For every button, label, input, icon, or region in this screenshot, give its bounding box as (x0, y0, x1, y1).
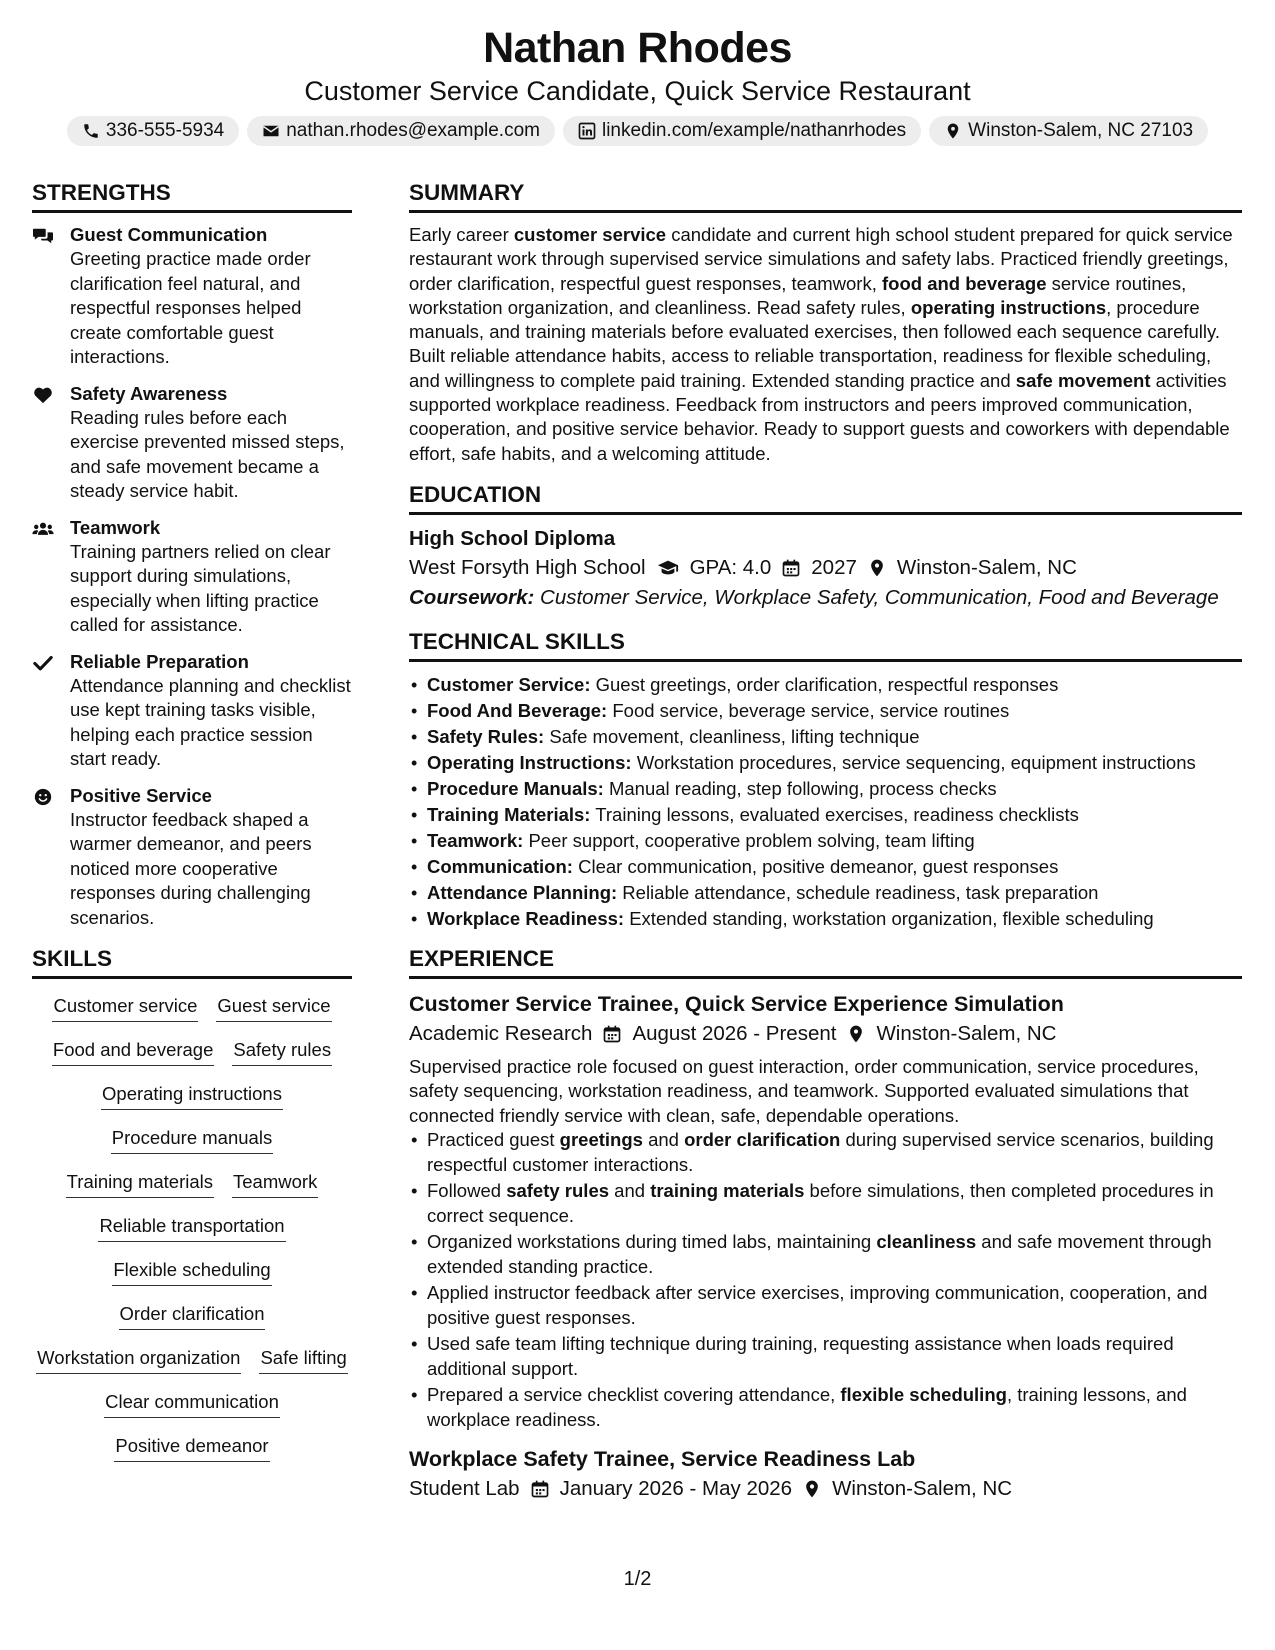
job-org: Student Lab (409, 1477, 520, 1501)
location-pin-icon (846, 1024, 866, 1044)
page-number: 1/2 (623, 1568, 652, 1590)
text-run: , procedure manuals, and training materials before evaluated exercises, then followed each sequence carefully. Built reliable attendance habits, access to reliable transportation, readiness for flexible scheduling, and willingness to complete paid training. Extended standing practice and (409, 296, 1221, 391)
technical-skill-item (409, 776, 1242, 802)
job-bullets (409, 1128, 1242, 1432)
technical-skill-value: Food service, beverage service, service routines (612, 699, 1010, 721)
calendar-icon (530, 1479, 550, 1499)
skill-tag: Operating instructions (101, 1081, 283, 1110)
job-title: Workplace Safety Trainee, Service Readiness Lab (409, 1447, 916, 1472)
technical-skill-item (409, 750, 1242, 776)
smiley-icon (32, 787, 54, 807)
contact-linkedin[interactable] (563, 116, 921, 146)
skill-tag: Procedure manuals (111, 1125, 273, 1154)
skill-tag: Food and beverage (52, 1037, 214, 1066)
contact-email[interactable] (247, 116, 555, 146)
technical-skill-item (409, 802, 1242, 828)
strength-desc: Instructor feedback shaped a warmer demeanor, and peers noticed more cooperative responses during challenging scenarios. (70, 808, 312, 928)
text-run: Prepared a service checklist covering attendance, (427, 1384, 841, 1406)
strength-title: Reliable Preparation (70, 650, 249, 672)
technical-skill-label: Procedure Manuals: (427, 777, 604, 799)
coursework-list: Customer Service, Workplace Safety, Communication, Food and Beverage (540, 585, 1219, 609)
contact-email-text: nathan.rhodes@example.com (286, 120, 540, 141)
strength-item (32, 382, 352, 504)
strength-desc: Greeting practice made order clarification feel natural, and respectful responses helped create comfortable guest interactions. (70, 248, 311, 367)
technical-skill-value: Training lessons, evaluated exercises, readiness checklists (595, 803, 1079, 825)
bold-keyword: customer service (513, 224, 667, 245)
text-run: and safe movement through extended standing practice. (427, 1231, 1212, 1277)
resume-header (0, 22, 1275, 146)
skill-tag: Flexible scheduling (112, 1257, 271, 1286)
bold-keyword: greetings (559, 1129, 643, 1151)
strength-item (32, 784, 352, 931)
strength-desc: Training partners relied on clear support during simulations, especially when lifting practice called for assistance. (70, 540, 331, 635)
strength-title: Teamwork (70, 516, 161, 538)
text-run: Practiced guest (427, 1129, 560, 1151)
contact-location (929, 116, 1208, 146)
education-heading: EDUCATION (409, 480, 1242, 515)
technical-skill-item (409, 828, 1242, 854)
location-pin-icon (867, 558, 887, 578)
skill-tag: Teamwork (232, 1169, 318, 1198)
technical-skill-label: Safety Rules: (427, 725, 545, 747)
job-title: Customer Service Trainee, Quick Service Experience Simulation (409, 991, 1064, 1016)
contact-phone[interactable] (67, 116, 239, 146)
envelope-icon (262, 122, 280, 140)
checkmark-icon (32, 653, 54, 673)
technical-skill-label: Workplace Readiness: (427, 907, 625, 929)
contact-linkedin-text: linkedin.com/example/nathanrhodes (601, 120, 907, 141)
job-meta (409, 1019, 1242, 1049)
text-run: Applied instructor feedback after service exercises, improving communication, cooperation, and positive guest responses. (427, 1282, 1208, 1328)
skill-tag: Positive demeanor (114, 1433, 269, 1462)
location-pin-icon (944, 122, 962, 140)
candidate-name: Nathan Rhodes (483, 24, 792, 72)
coursework-line (409, 583, 1242, 613)
experience-heading: EXPERIENCE (409, 944, 1242, 979)
location-pin-icon (802, 1479, 822, 1499)
technical-skill-value: Reliable attendance, schedule readiness, task preparation (622, 881, 1099, 903)
strength-title: Guest Communication (70, 224, 268, 245)
degree-title: High School Diploma (409, 526, 616, 550)
graduation-year: 2027 (811, 555, 857, 579)
text-run: and (642, 1129, 685, 1151)
technical-skill-label: Training Materials: (427, 803, 591, 825)
job-org: Academic Research (409, 1021, 593, 1045)
skill-tag: Clear communication (104, 1389, 280, 1418)
heart-icon (32, 385, 54, 405)
technical-skill-label: Operating Instructions: (427, 751, 632, 773)
text-run: candidate and current high school student prepared for quick service restaurant work through supervised service simulations and safety labs. Practiced friendly greetings, order clarification, respectful guest responses, teamwork, (409, 224, 1233, 294)
skill-tag: Safe lifting (259, 1345, 347, 1374)
job-location: Winston-Salem, NC (876, 1021, 1057, 1045)
left-column (32, 178, 352, 1477)
technical-skill-value: Clear communication, positive demeanor, guest responses (578, 855, 1059, 877)
technical-skill-label: Teamwork: (427, 829, 524, 851)
technical-skill-value: Peer support, cooperative problem solving, team lifting (528, 829, 975, 851)
job-dates: August 2026 - Present (632, 1021, 837, 1045)
technical-skill-item (409, 854, 1242, 880)
job-bullet (409, 1281, 1242, 1330)
technical-skill-label: Food And Beverage: (427, 699, 608, 721)
bold-keyword: safe movement (1015, 369, 1151, 391)
job-bullet (409, 1383, 1242, 1432)
technical-skill-item (409, 906, 1242, 932)
strengths-heading: STRENGTHS (32, 178, 352, 213)
contact-location-text: Winston-Salem, NC 27103 (968, 120, 1194, 141)
bold-keyword: operating instructions (910, 296, 1107, 318)
strength-item (32, 223, 352, 370)
job-dates: January 2026 - May 2026 (559, 1477, 793, 1501)
technical-skill-item (409, 698, 1242, 724)
bold-keyword: safety rules (506, 1180, 610, 1202)
right-column (409, 178, 1242, 1504)
text-run: Followed (427, 1180, 507, 1202)
linkedin-icon (578, 122, 596, 140)
education-meta (409, 553, 1242, 583)
text-run: activities supported workplace readiness. Feedback from instructors and peers improved communication, cooperation, and positive service behavior. Ready to support guests and coworkers with dependable effort, safe habits, and a welcoming attitude. (409, 369, 1230, 464)
technical-skill-item (409, 880, 1242, 906)
skill-tag: Training materials (66, 1169, 214, 1198)
bold-keyword: food and beverage (882, 272, 1047, 294)
text-run: before simulations, then completed procedures in correct sequence. (427, 1180, 1214, 1226)
job-meta (409, 1474, 1242, 1504)
bold-keyword: flexible scheduling (840, 1384, 1007, 1406)
job-entry (409, 1444, 1242, 1504)
gpa-value: GPA: 4.0 (689, 555, 772, 579)
phone-icon (82, 122, 100, 140)
text-run: service routines, workstation organization, and cleanliness. Read safety rules, (409, 272, 1187, 318)
job-bullet (409, 1179, 1242, 1228)
strength-title: Positive Service (70, 784, 212, 806)
candidate-subtitle: Customer Service Candidate, Quick Service Restaurant (304, 76, 971, 106)
job-bullet (409, 1230, 1242, 1279)
skill-tag: Order clarification (119, 1301, 266, 1330)
graduation-cap-icon (656, 557, 680, 579)
strength-title: Safety Awareness (70, 382, 228, 404)
users-icon (32, 519, 54, 539)
comments-icon (32, 226, 54, 246)
text-run: and (609, 1180, 651, 1202)
calendar-icon (781, 558, 801, 578)
school-name: West Forsyth High School (409, 555, 646, 579)
skill-tag: Guest service (216, 993, 331, 1022)
job-location: Winston-Salem, NC (832, 1477, 1013, 1501)
text-run: during supervised service scenarios, building respectful customer interactions. (427, 1129, 1214, 1175)
technical-skill-value: Workstation procedures, service sequencing, equipment instructions (636, 751, 1196, 773)
technical-skill-value: Manual reading, step following, process checks (608, 777, 997, 799)
technical-skill-label: Communication: (427, 855, 573, 877)
strength-desc: Attendance planning and checklist use kept training tasks visible, helping each practice session start ready. (70, 674, 351, 769)
job-entry (409, 989, 1242, 1433)
bold-keyword: order clarification (684, 1129, 841, 1151)
bold-keyword: training materials (650, 1180, 805, 1202)
job-bullet (409, 1128, 1242, 1177)
technical-skill-value: Extended standing, workstation organization, flexible scheduling (629, 907, 1154, 929)
technical-skill-item (409, 672, 1242, 698)
strength-item (32, 516, 352, 638)
job-bullet (409, 1332, 1242, 1381)
technical-skills-list (409, 672, 1242, 932)
technical-skill-label: Customer Service: (427, 673, 591, 695)
text-run: , training lessons, and workplace readiness. (427, 1384, 1187, 1430)
job-description: Supervised practice role focused on guest interaction, order communication, service procedures, safety sequencing, workstation readiness, and teamwork. Supported evaluated simulations that connected friendly service with clean, safe, dependable operations. (409, 1055, 1199, 1126)
technical-skill-value: Safe movement, cleanliness, lifting technique (549, 725, 920, 747)
skills-heading: SKILLS (32, 944, 352, 979)
calendar-icon (602, 1024, 622, 1044)
text-run: Used safe team lifting technique during training, requesting assistance when loads required additional support. (427, 1333, 1174, 1379)
strength-item (32, 650, 352, 772)
skill-tag: Safety rules (232, 1037, 332, 1066)
strength-desc: Reading rules before each exercise prevented missed steps, and safe movement became a steady service habit. (70, 406, 345, 501)
skill-tag: Reliable transportation (98, 1213, 285, 1242)
school-location: Winston-Salem, NC (896, 555, 1077, 579)
technical-skill-label: Attendance Planning: (427, 881, 618, 903)
bold-keyword: cleanliness (876, 1231, 977, 1253)
text-run: Early career (409, 224, 514, 245)
technical-skills-heading: TECHNICAL SKILLS (409, 627, 1242, 662)
text-run: Organized workstations during timed labs, maintaining (427, 1231, 877, 1253)
skill-tag: Workstation organization (36, 1345, 241, 1374)
summary-text (409, 223, 1242, 466)
skills-tag-list (32, 989, 352, 1477)
contact-phone-text: 336-555-5934 (105, 120, 225, 141)
skill-tag: Customer service (52, 993, 198, 1022)
coursework-label: Coursework: (409, 585, 535, 609)
contact-bar (0, 116, 1275, 146)
technical-skill-value: Guest greetings, order clarification, respectful responses (595, 673, 1059, 695)
technical-skill-item (409, 724, 1242, 750)
summary-heading: SUMMARY (409, 178, 1242, 213)
